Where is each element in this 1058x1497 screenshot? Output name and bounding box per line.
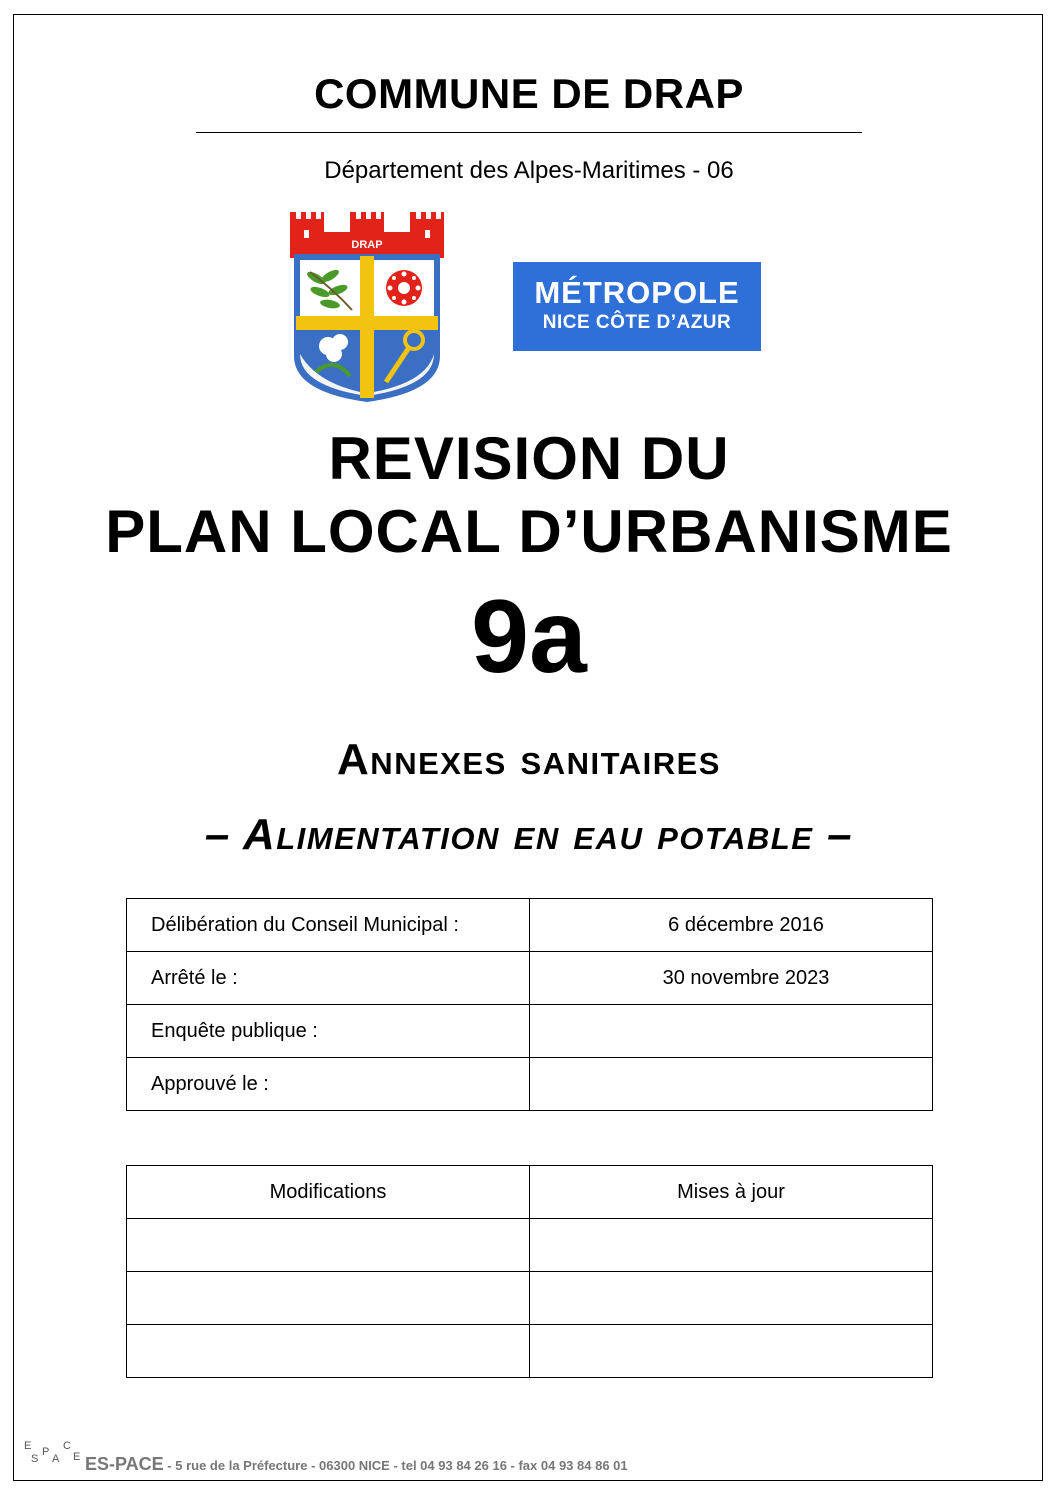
header-divider — [196, 132, 862, 133]
table-cell — [530, 1325, 933, 1378]
footer-address: - 5 rue de la Préfecture - 06300 NICE - tel 04 93 84 26 16 - fax 04 93 84 86 01 — [163, 1458, 628, 1473]
logo-letter: E — [73, 1451, 81, 1463]
department-label: Département des Alpes-Maritimes - 06 — [324, 157, 734, 184]
table-cell — [127, 1219, 530, 1272]
table-row — [127, 899, 933, 952]
metropole-logo-line1: MÉTROPOLE — [534, 275, 740, 310]
modifications-table — [126, 1165, 933, 1378]
date-value — [530, 1058, 933, 1111]
table-row — [127, 1058, 933, 1111]
table-row — [127, 1272, 933, 1325]
date-label: Enquête publique : — [127, 1005, 530, 1058]
document-number: 9a — [471, 579, 587, 695]
footer-brand: ES-PACE — [85, 1454, 164, 1474]
procedure-dates-table — [126, 898, 933, 1111]
logo-letter: A — [52, 1453, 60, 1465]
table-cell — [530, 1219, 933, 1272]
date-label: Arrêté le : — [127, 952, 530, 1005]
logo-letter: S — [31, 1453, 39, 1465]
document-title-line2: PLAN LOCAL D’URBANISME — [105, 498, 953, 565]
table-cell — [127, 1272, 530, 1325]
footer — [22, 1440, 782, 1474]
logo-letter: C — [63, 1440, 71, 1452]
table-row — [127, 1219, 933, 1272]
drap-coat-of-arms — [286, 206, 448, 406]
table-header-row — [127, 1166, 933, 1219]
date-value — [530, 1005, 933, 1058]
header-modifications: Modifications — [127, 1166, 530, 1219]
date-value: 6 décembre 2016 — [530, 899, 933, 952]
commune-title: COMMUNE DE DRAP — [314, 70, 744, 117]
crest-label: DRAP — [351, 239, 383, 251]
footer-contact — [85, 1454, 628, 1475]
document-title-line1: REVISION DU — [328, 425, 730, 492]
date-value: 30 novembre 2023 — [530, 952, 933, 1005]
date-label: Délibération du Conseil Municipal : — [127, 899, 530, 952]
table-row — [127, 1325, 933, 1378]
table-row — [127, 1005, 933, 1058]
header-updates: Mises à jour — [530, 1166, 933, 1219]
logo-letter: E — [24, 1440, 32, 1452]
date-label: Approuvé le : — [127, 1058, 530, 1111]
document-subtitle-detail: – Alimentation en eau potable – — [204, 810, 854, 859]
metropole-logo — [513, 262, 761, 351]
espace-logo — [22, 1440, 84, 1472]
logo-letter: P — [42, 1446, 50, 1458]
table-row — [127, 952, 933, 1005]
document-subtitle: Annexes sanitaires — [337, 735, 721, 784]
metropole-logo-line2: NICE CÔTE D’AZUR — [542, 312, 732, 333]
table-cell — [530, 1272, 933, 1325]
table-cell — [127, 1325, 530, 1378]
